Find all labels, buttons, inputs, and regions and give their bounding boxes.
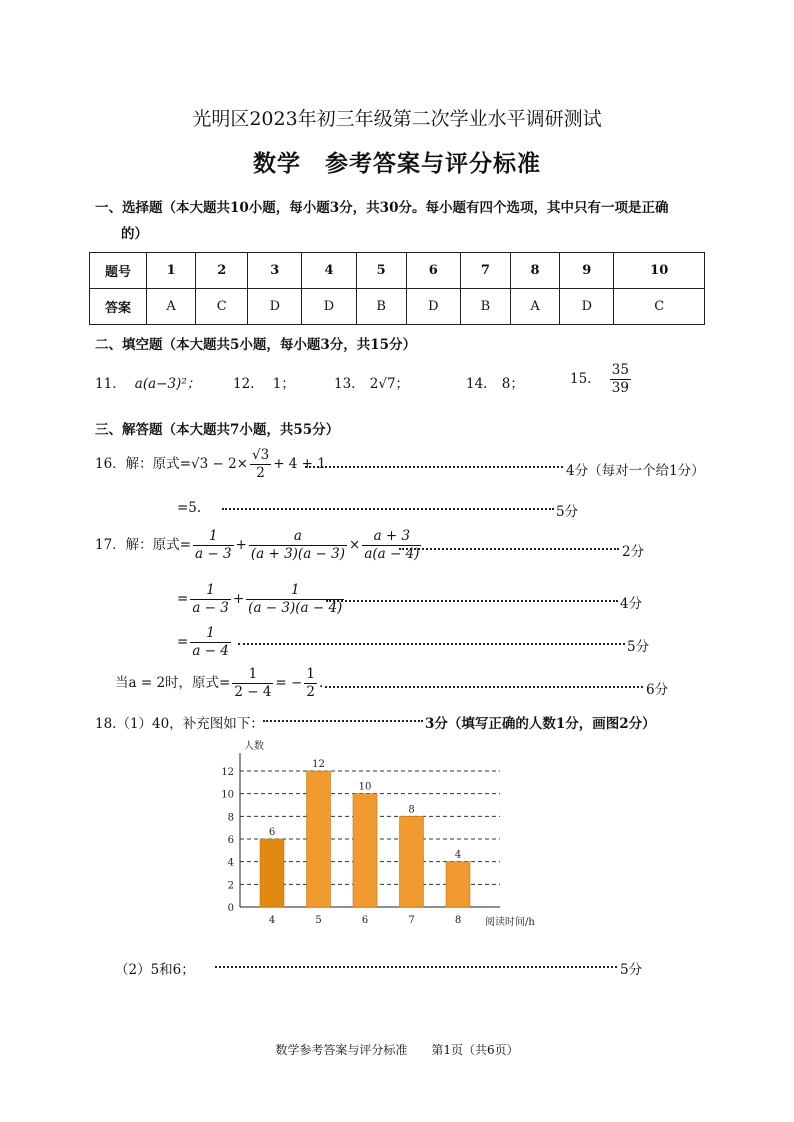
y-axis-label: 人数 [244,741,264,752]
fill-item-12 [233,372,295,392]
y-tick-label: 0 [227,903,234,914]
q17-line4: 当a = 2时，原式= $\frac{1}{2 - 4}$ = − $\frac{1}{2}$ . [115,666,324,700]
question-number: 2 [196,253,248,289]
question-number: 7 [460,253,510,289]
document-title: 光明区2023年初三年级第二次学业水平调研测试 [192,108,602,130]
y-tick-label: 2 [227,880,234,892]
x-tick-label: 8 [454,915,462,926]
answer-cell: A [510,289,559,325]
numerator: 1 [190,582,231,600]
item-number: 12. [233,376,255,392]
bar [446,862,470,907]
question-number: 6 [406,253,460,289]
bar-data-label: 6 [268,827,276,838]
dotted-leader [326,600,618,602]
q16-expr-a: =√3 − 2× [179,456,248,472]
item-number: 13. [334,376,356,392]
bar-series [260,759,470,926]
page-footer: 数学参考答案与评分标准 第1页（共6页） [275,1043,519,1057]
fill-item-14 [466,372,524,392]
fill-item-13 [334,372,409,392]
q17-line3: = $\frac{1}{a - 4}$ [177,625,229,659]
q17-score1: 2分 [622,544,645,560]
dotted-leader [325,686,643,688]
denominator: a − 3 [192,600,229,616]
table-row [90,289,705,325]
numerator: 1 [246,582,344,600]
q16-label: 16．解：原式 [95,456,180,472]
answer-cell: D [302,289,356,325]
denominator: (a + 3)(a − 3) [250,546,345,562]
denominator: 39 [611,380,629,396]
document-subtitle: 数学 参考答案与评分标准 [253,150,541,177]
fill-item-15 [570,362,633,397]
fill-item-11 [95,372,200,392]
fraction [610,362,631,397]
q17-score3: 5分 [627,639,650,655]
answer-cell: B [460,289,510,325]
denominator: 2 [256,465,265,481]
bar-data-label: 8 [408,804,415,816]
y-tick-label: 12 [221,767,234,778]
question-number: 8 [510,253,559,289]
fraction [249,528,347,563]
q18-part2: （2）5和6； [115,962,195,978]
fraction [193,528,234,563]
item-answer: 2√7； [369,376,410,392]
bar-data-label: 12 [312,759,325,770]
q17-line2: = $\frac{1}{a - 3}$ + $\frac{1}{(a - 3)(a - 4)}$ [177,582,343,616]
fraction [190,625,231,660]
denominator: (a − 3)(a − 4) [248,600,343,616]
q17-when: 当a = 2时，原式= [115,675,231,691]
question-number: 1 [147,253,196,289]
dotted-leader [222,508,554,510]
dotted-leader [238,643,625,645]
numerator: 1 [193,528,234,546]
dotted-leader [305,466,563,468]
q16-line1 [95,447,326,482]
answer-cell: B [356,289,406,325]
section1-heading-cont: 的） [121,226,148,242]
q16-score1: 4分（每对一个给1分） [566,463,705,479]
row-label-number: 题号 [90,253,147,289]
item-answer: 1； [272,376,295,392]
numerator: √3 [252,447,270,463]
q18-part1: 18.（1）40，补充图如下： [95,716,264,732]
dotted-leader [215,966,617,968]
item-number: 15. [570,371,592,387]
row-label-answer: 答案 [90,289,147,325]
section3-heading: 三、解答题（本大题共7小题，共55分） [95,422,340,438]
fraction [250,447,271,482]
denominator: 2 − 4 [234,684,272,700]
q18-part2-score: 5分 [620,962,643,978]
answer-cell: C [614,289,705,325]
q18-part1-score: 3分（填写正确的人数1分，画图2分） [425,716,656,732]
bar [353,794,377,907]
fraction [304,666,317,701]
y-tick-label: 6 [227,835,234,846]
dotted-leader [263,720,423,722]
q16-line2: =5. [177,500,202,516]
question-number: 5 [356,253,406,289]
y-tick-label: 4 [227,857,234,869]
answer-cell: D [560,289,614,325]
y-tick-label: 10 [221,789,234,801]
question-number: 4 [302,253,356,289]
y-tick-label: 8 [227,812,234,824]
numerator: 1 [190,625,231,643]
bar [400,816,424,907]
q17-line1: 17．解：原式= $\frac{1}{a - 3}$ + $\frac{a}{(a + 3)(a - 3)}$ × $\frac{a + 3}{a(a - 4)}$ [95,528,420,562]
denominator: a(a − 4) [364,546,420,562]
item-answer: 8； [501,376,524,392]
fraction [232,666,273,701]
q16-score2: 5分 [556,504,579,520]
answer-cell: C [196,289,248,325]
answer-table [89,252,705,325]
question-number: 9 [560,253,614,289]
item-number: 14. [466,376,488,392]
question-number: 10 [614,253,705,289]
bar [260,839,284,907]
x-tick-label: 4 [268,915,276,926]
item-answer: a(a−3)²； [134,376,201,392]
bar-data-label: 4 [454,849,462,861]
denominator: a − 3 [195,546,232,562]
numerator: a [249,528,347,546]
bar-data-label: 10 [358,781,372,793]
fraction [190,582,231,617]
x-tick-label: 7 [408,915,415,926]
answer-cell: A [147,289,196,325]
bar [307,771,331,907]
q16-expr-b: + 4 + 1 [273,456,326,472]
table-row [90,253,705,289]
q17-score4: 6分 [646,682,669,698]
question-number: 3 [248,253,302,289]
denominator: 2 [306,684,315,700]
fraction [362,528,421,563]
denominator: a − 4 [192,643,229,659]
y-tick-labels [221,767,234,914]
answer-cell: D [248,289,302,325]
q17-label: 17．解：原式 [95,537,180,553]
item-number: 11. [95,376,117,392]
numerator: 1 [232,666,273,684]
dotted-leader [399,548,619,550]
numerator: 35 [611,362,629,378]
numerator: a + 3 [362,528,421,546]
section2-heading: 二、填空题（本大题共5小题，每小题3分，共15分） [95,337,417,353]
section1-heading: 一、选择题（本大题共10小题，每小题3分，共30分。每小题有四个选项，其中只有一项是正确 [95,200,669,216]
x-axis-label: 阅读时间/h [485,917,535,928]
x-tick-label: 6 [361,915,369,926]
bar-chart [210,735,555,935]
answer-cell: D [406,289,460,325]
numerator: 1 [306,666,315,682]
x-tick-label: 5 [315,915,322,926]
q17-score2: 4分 [620,596,643,612]
